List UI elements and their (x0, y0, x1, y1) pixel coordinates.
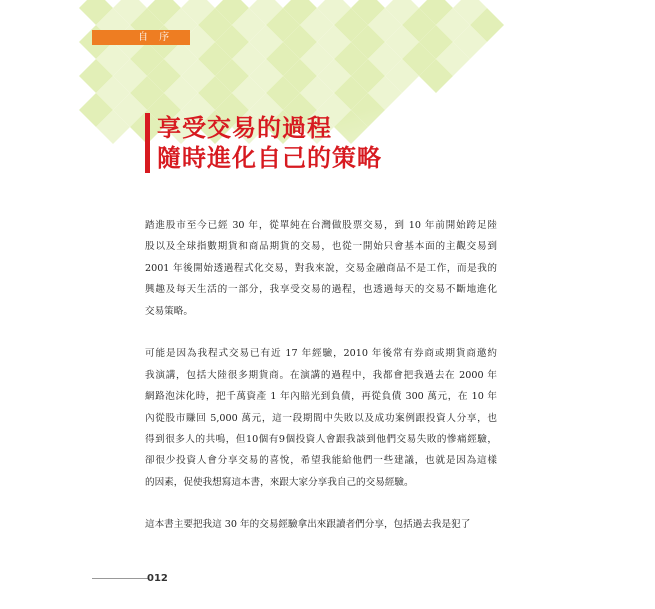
body-text (145, 215, 497, 536)
text-line: 這本書主要把我這 30 年的交易經驗拿出來跟讀者們分享，包括過去我是犯了 (145, 519, 471, 531)
text-line: 網路泡沫化時，把千萬資產 1 年內賠光到負債，再從負債 300 萬元，在 10 年 (145, 391, 497, 403)
section-label: 自 序 (138, 32, 174, 43)
text-line: 卻很少投資人會分享交易的喜悅，希望我能給他們一些建議，也就是因為這樣 (145, 455, 497, 467)
footer-rule (92, 578, 148, 579)
paragraph (145, 343, 497, 493)
chapter-title-line-1: 享受交易的過程 (157, 113, 332, 142)
page-number: 012 (147, 573, 168, 584)
text-line: 2001 年後開始透過程式化交易，對我來說，交易金融商品不是工作，而是我的 (145, 262, 497, 274)
text-line: 我演講，包括大陸很多期貨商。在演講的過程中，我都會把我過去在 2000 年 (145, 369, 497, 381)
paragraph (145, 215, 497, 322)
title-accent-bar (145, 113, 150, 173)
text-line: 可能是因為我程式交易已有近 17 年經驗，2010 年後常有券商或期貨商邀約 (145, 348, 497, 360)
text-line: 的因素，促使我想寫這本書，來跟大家分享我自己的交易經驗。 (145, 476, 414, 488)
chapter-title-line-2: 隨時進化自己的策略 (157, 143, 382, 172)
text-line: 得到很多人的共鳴，但10個有9個投資人會跟我談到他們交易失敗的慘痛經驗， (145, 433, 497, 445)
text-line: 股以及全球指數期貨和商品期貨的交易，也從一開始只會基本面的主觀交易到 (145, 241, 497, 253)
text-line: 內從股市賺回 5,000 萬元，這一段期間中失敗以及成功案例跟投資人分享，也 (145, 412, 497, 424)
text-line: 興趣及每天生活的一部分，我享受交易的過程，也透過每天的交易不斷地進化 (145, 284, 497, 296)
text-line: 踏進股市至今已經 30 年，從單純在台灣做股票交易，到 10 年前開始跨足陸 (145, 220, 497, 231)
text-line: 交易策略。 (145, 305, 193, 317)
paragraph (145, 514, 497, 535)
